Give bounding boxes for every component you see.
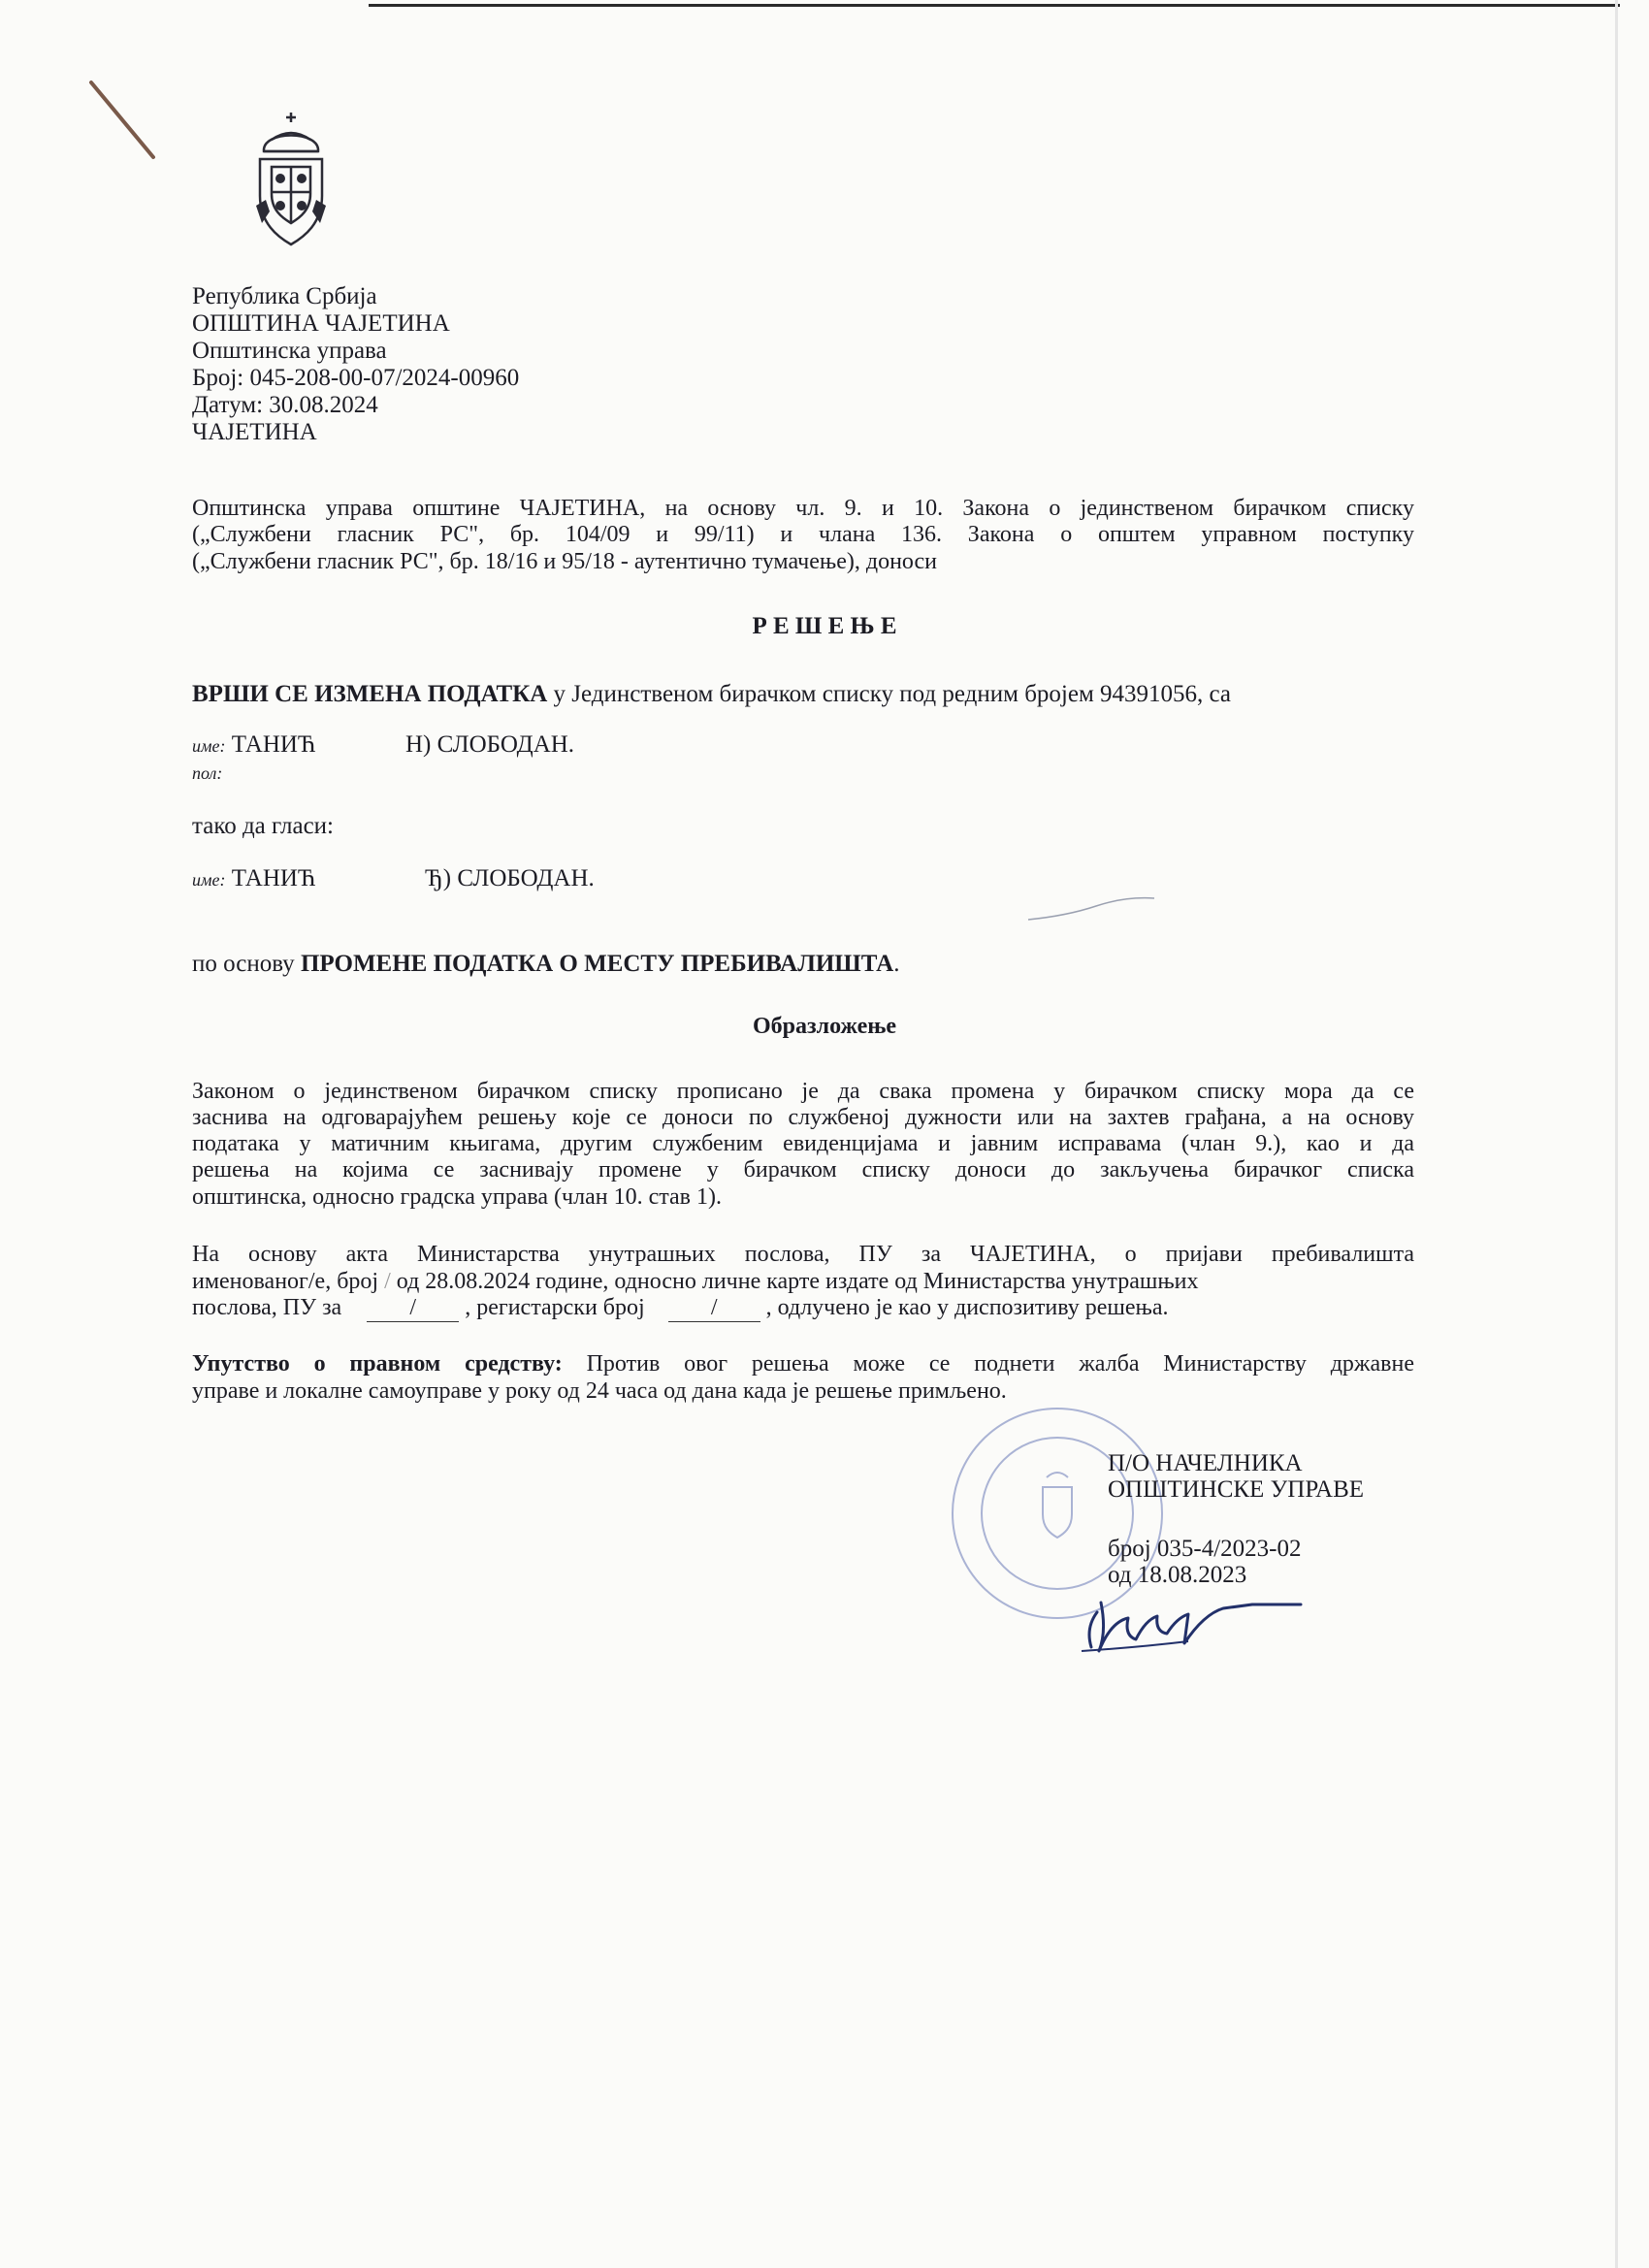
basis-bold: ПРОМЕНЕ ПОДАТКА О МЕСТУ ПРЕБИВАЛИШТА	[300, 951, 894, 977]
basis-line2-b: од 28.08.2024 године, односно личне карте издате од Министарства унутрашњих	[396, 1269, 1199, 1294]
decision-bold: ВРШИ СЕ ИЗМЕНА ПОДАТКА	[192, 681, 548, 707]
basis-line3-b: , регистарски број	[465, 1295, 645, 1320]
new-name-line	[192, 865, 595, 893]
header-country: Република Србија	[192, 283, 377, 309]
staple-mark	[87, 78, 165, 165]
preamble-line-2: („Службени гласник РС", бр. 104/09 и 99/11) и члана 136. Закона о општем управном поступку	[192, 522, 1414, 547]
old-name-rest: Н) СЛОБОДАН.	[404, 731, 575, 758]
coat-of-arms-icon	[242, 109, 340, 254]
instruction-rest: Против овог решења може се поднети жалба Министарству државне	[562, 1351, 1414, 1377]
old-name-line	[192, 731, 574, 760]
basis-paragraph-line-1: На основу акта Министарства унутрашњих послова, ПУ за ЧАЈЕТИНА, о пријави пребивалишта	[192, 1242, 1414, 1267]
basis-prefix: по основу	[192, 951, 301, 977]
signature-ref-number: број 035-4/2023-02	[1108, 1536, 1302, 1562]
handwritten-signature	[1072, 1591, 1324, 1669]
header-place: ЧАЈЕТИНА	[192, 419, 317, 445]
header-date: Датум: 30.08.2024	[192, 392, 378, 418]
preamble-line-1: Општинска управа општине ЧАЈЕТИНА, на основу чл. 9. и 10. Закона о јединственом бирачком списку	[192, 496, 1414, 521]
reasoning-line-5: општинска, односно градска управа (члан 10. став 1).	[192, 1184, 722, 1210]
basis-line2-a: именованог/е, број	[192, 1269, 379, 1294]
decision-title: Р Е Ш Е Њ Е	[752, 613, 897, 639]
basis-line2-slash: /	[384, 1269, 391, 1294]
new-name-surname: ТАНИЋ	[231, 865, 316, 891]
reasoning-line-1: Законом о јединственом бирачком списку прописано је да свака промена у бирачком списку мора да се	[192, 1079, 1414, 1104]
basis-line3-c: , одлучено је као у диспозитиву решења.	[765, 1295, 1169, 1320]
instruction-line-2: управе и локалне самоуправе у року од 24 часа од дана када је решење примљено.	[192, 1378, 1007, 1404]
decision-rest: у Јединственом бирачком списку под редним бројем 94391056, са	[547, 681, 1232, 707]
signature-ref-date: од 18.08.2023	[1108, 1562, 1247, 1588]
signature-title-1: П/О НАЧЕЛНИКА	[1108, 1450, 1303, 1476]
old-name-surname: ТАНИЋ	[231, 731, 316, 758]
basis-line	[192, 951, 899, 978]
basis-line3-a: послова, ПУ за	[192, 1295, 342, 1320]
so-reads-line: тако да гласи:	[192, 813, 334, 839]
redaction-old-sex	[242, 766, 922, 792]
header-municipality: ОПШТИНА ЧАЈЕТИНА	[192, 310, 450, 337]
basis-paragraph-line-2	[192, 1268, 1199, 1295]
reasoning-line-4: решења на којима се заснивају промене у бирачком списку доноси до закључења бирачког списка	[192, 1157, 1414, 1183]
decision-statement	[192, 681, 1231, 708]
scan-top-edge	[369, 4, 1620, 7]
reasoning-line-3: података у матичним књигама, другим службеним евиденцијама и јавним исправама (члан 9.), као и да	[192, 1131, 1414, 1156]
old-sex-line	[192, 759, 222, 787]
header-number: Број: 045-208-00-07/2024-00960	[192, 365, 520, 391]
new-name-rest: Ђ) СЛОБОДАН.	[424, 865, 595, 891]
basis-end: .	[893, 951, 900, 977]
scan-right-edge	[1615, 0, 1618, 2268]
header-administration: Општинска управа	[192, 338, 387, 364]
instruction-bold: Упутство о правном средству:	[192, 1351, 563, 1377]
instruction-line-1	[192, 1351, 1414, 1377]
old-sex-label: пол:	[192, 763, 223, 783]
basis-paragraph-line-3	[192, 1294, 1169, 1322]
new-name-label: име:	[192, 870, 226, 890]
reasoning-title: Образложење	[752, 1014, 897, 1039]
scan-smudge	[1018, 879, 1212, 927]
reasoning-line-2: заснива на одговарајућем решењу које се доноси по службеној дужности или на захтев грађана, а на основу	[192, 1105, 1414, 1130]
signature-title-2: ОПШТИНСКЕ УПРАВЕ	[1108, 1476, 1365, 1503]
registration-blank: /	[668, 1294, 760, 1322]
preamble-line-3: („Службени гласник РС", бр. 18/16 и 95/18 - аутентично тумачење), доноси	[192, 549, 937, 574]
old-name-label: име:	[192, 736, 226, 756]
pu-blank: /	[367, 1294, 459, 1322]
